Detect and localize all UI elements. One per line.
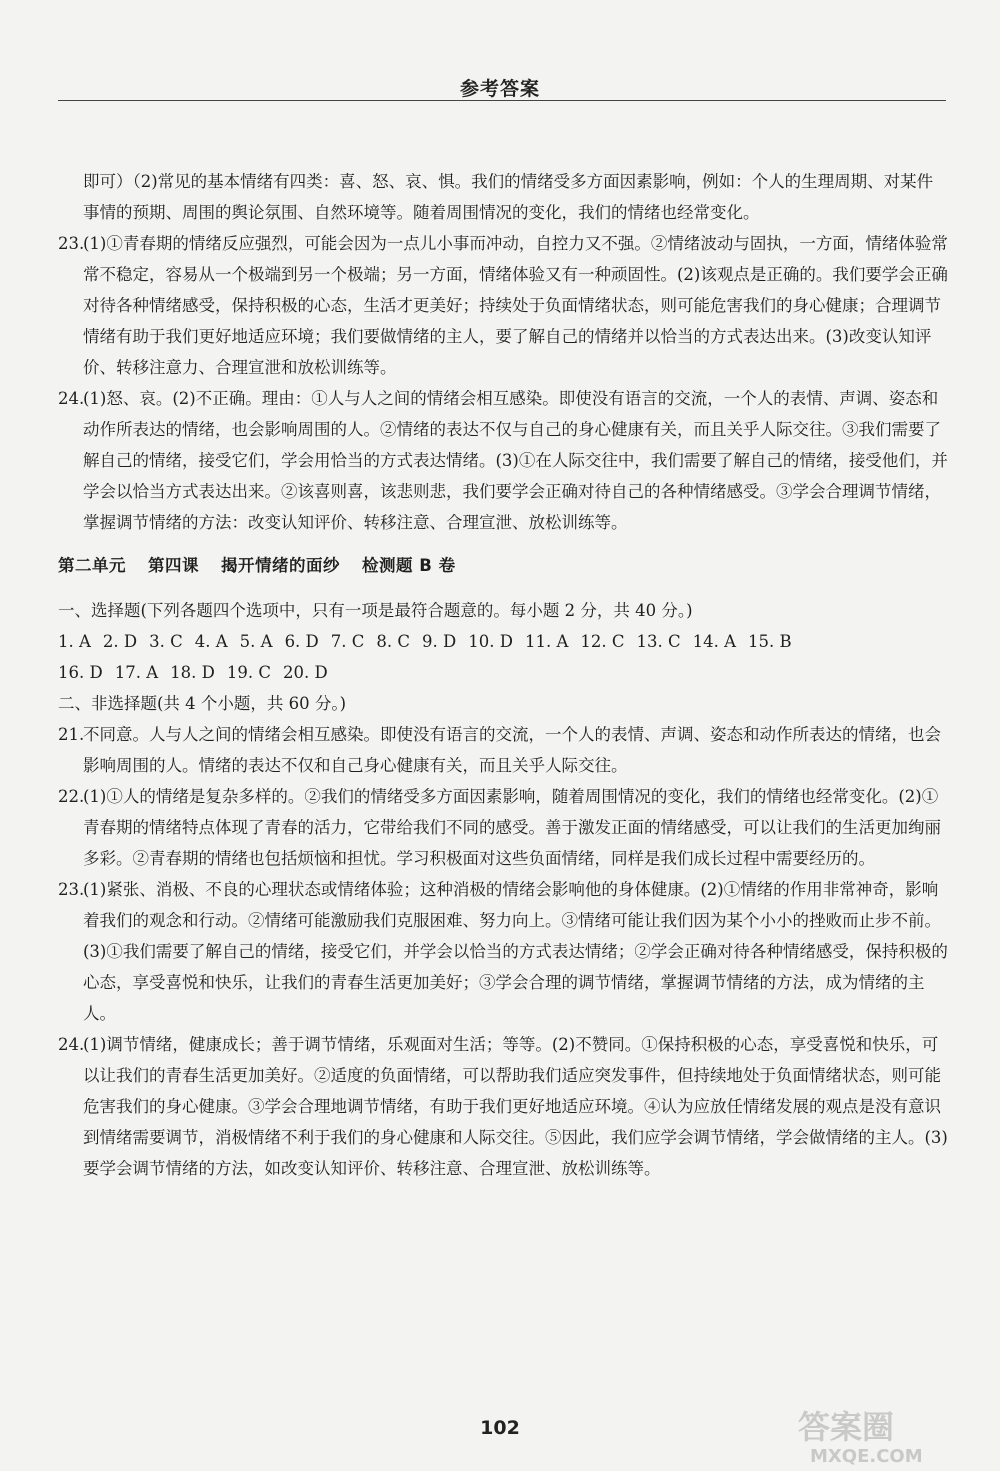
intro-text: 即可）（2)常见的基本情绪有四类：喜、怒、哀、惧。我们的情绪受多方面因素影响，例如：个人的生理周期、对某件事情的预期、周围的舆论氛围、自然环境等。随着周围情况的变化，我们的情绪也经常变化。 <box>83 172 934 222</box>
mc-answer: 11. A <box>524 632 569 651</box>
section-unit: 第二单元 <box>58 556 126 575</box>
answer-content <box>58 166 948 1184</box>
watermark-logo <box>790 1402 970 1466</box>
question-number: 24. <box>58 1035 85 1054</box>
section-topic: 揭开情绪的面纱 <box>221 556 340 575</box>
mc-answer: 4. A <box>194 632 228 651</box>
mc-answer: 10. D <box>468 632 513 651</box>
section-title <box>58 550 948 581</box>
mc-answer: 9. D <box>422 632 457 651</box>
mc-header: 一、选择题(下列各题四个选项中，只有一项是最符合题意的。每小题 2 分，共 40 分。) <box>58 601 693 620</box>
watermark-main-text: 答案圈 <box>798 1408 895 1446</box>
answer-text: 不同意。人与人之间的情绪会相互感染。即使没有语言的交流，一个人的表情、声调、姿态和动作所表达的情绪，也会影响周围的人。情绪的表达不仅和自己身心健康有关，而且关乎人际交往。 <box>83 725 941 775</box>
answer-item-24b <box>58 1029 948 1184</box>
question-number: 21. <box>58 725 85 744</box>
page-header-title: 参考答案 <box>459 78 540 100</box>
mc-answers-line-1 <box>58 626 948 657</box>
mc-answer: 12. C <box>580 632 625 651</box>
answer-item-21 <box>58 719 948 781</box>
answer-text: (1)调节情绪，健康成长；善于调节情绪，乐观面对生活；等等。(2)不赞同。①保持积极的心态，享受喜悦和快乐，可以让我们的青春生活更加美好。②适度的负面情绪，可以帮助我们适应突发事件，但持续地处于负面情绪状态，则可能危害我们的身心健康。③学会合理地调节情绪，有助于我们更好地适应环境。④认为应放任情绪发展的观点是没有意识到情绪需要调节，消极情绪不利于我们的身心健康和人际交往。⑤因此，我们应学会调节情绪，学会做情绪的主人。(3)要学会调节情绪的方法，如改变认知评价、转移注意、合理宣泄、放松训练等。 <box>83 1035 948 1178</box>
question-number: 23. <box>58 234 85 253</box>
answer-item-22 <box>58 781 948 874</box>
mc-answer: 20. D <box>282 663 328 682</box>
section-lesson: 第四课 <box>148 556 199 575</box>
mc-answer: 3. C <box>149 632 183 651</box>
answer-item-23b <box>58 874 948 1029</box>
mc-answer: 6. D <box>284 632 319 651</box>
mc-answer: 13. C <box>636 632 681 651</box>
mc-answer: 15. B <box>748 632 792 651</box>
answer-text: (1)①人的情绪是复杂多样的。②我们的情绪受多方面因素影响，随着周围情况的变化，我们的情绪也经常变化。(2)①青春期的情绪特点体现了青春的活力，它带给我们不同的感受。善于激发正面的情绪感受，可以让我们的生活更加绚丽多彩。②青春期的情绪也包括烦恼和担忧。学习积极面对这些负面情绪，同样是我们成长过程中需要经历的。 <box>83 787 941 868</box>
mc-answer: 1. A <box>58 632 91 651</box>
question-number: 23. <box>58 880 85 899</box>
non-mc-header: 二、非选择题(共 4 个小题，共 60 分。) <box>58 694 347 713</box>
header-divider <box>58 100 946 101</box>
intro-paragraph <box>58 166 948 228</box>
mc-answer: 14. A <box>692 632 737 651</box>
mc-answer: 16. D <box>58 663 103 682</box>
watermark-url-text: MXQE.COM <box>810 1446 923 1466</box>
mc-answer: 2. D <box>102 632 138 651</box>
answer-text: (1)紧张、消极、不良的心理状态或情绪体验；这种消极的情绪会影响他的身体健康。(2)①情绪的作用非常神奇，影响着我们的观念和行动。②情绪可能激励我们克服困难、努力向上。③情绪可能让我们因为某个小小的挫败而止步不前。(3)①我们需要了解自己的情绪，接受它们，并学会以恰当的方式表达情绪；②学会正确对待各种情绪感受，保持积极的心态，享受喜悦和快乐，让我们的青春生活更加美好；③学会合理的调节情绪，掌握调节情绪的方法，成为情绪的主人。 <box>83 880 948 1023</box>
mc-answer: 8. C <box>376 632 411 651</box>
section-test: 检测题 B 卷 <box>362 556 456 575</box>
answer-text: (1)①青春期的情绪反应强烈，可能会因为一点儿小事而冲动，自控力又不强。②情绪波动与固执，一方面，情绪体验常常不稳定，容易从一个极端到另一个极端；另一方面，情绪体验又有一种顽固性。(2)该观点是正确的。我们要学会正确对待各种情绪感受，保持积极的心态，生活才更美好；持续处于负面情绪状态，则可能危害我们的身心健康；合理调节情绪有助于我们更好地适应环境；我们要做情绪的主人，要了解自己的情绪并以恰当的方式表达出来。(3)改变认知评价、转移注意力、合理宣泄和放松训练等。 <box>83 234 948 377</box>
mc-answer: 18. D <box>170 663 215 682</box>
mc-answer: 19. C <box>226 663 271 682</box>
mc-answer: 5. A <box>239 632 273 651</box>
page-number: 102 <box>480 1417 520 1439</box>
mc-answers-line-2 <box>58 657 948 688</box>
question-number: 24. <box>58 389 85 408</box>
question-number: 22. <box>58 787 85 806</box>
answer-text: (1)怒、哀。(2)不正确。理由：①人与人之间的情绪会相互感染。即使没有语言的交流，一个人的表情、声调、姿态和动作所表达的情绪，也会影响周围的人。②情绪的表达不仅与自己的身心健康有关，而且关乎人际交往。③我们需要了解自己的情绪，接受它们，学会用恰当的方式表达情绪。(3)①在人际交往中，我们需要了解自己的情绪，接受他们，并学会以恰当方式表达出来。②该喜则喜，该悲则悲，我们要学会正确对待自己的各种情绪感受。③学会合理调节情绪，掌握调节情绪的方法：改变认知评价、转移注意、合理宣泄、放松训练等。 <box>83 389 948 532</box>
answer-item-24a <box>58 383 948 538</box>
mc-answer: 7. C <box>330 632 365 651</box>
mc-answer: 17. A <box>114 663 159 682</box>
answer-item-23a <box>58 228 948 383</box>
